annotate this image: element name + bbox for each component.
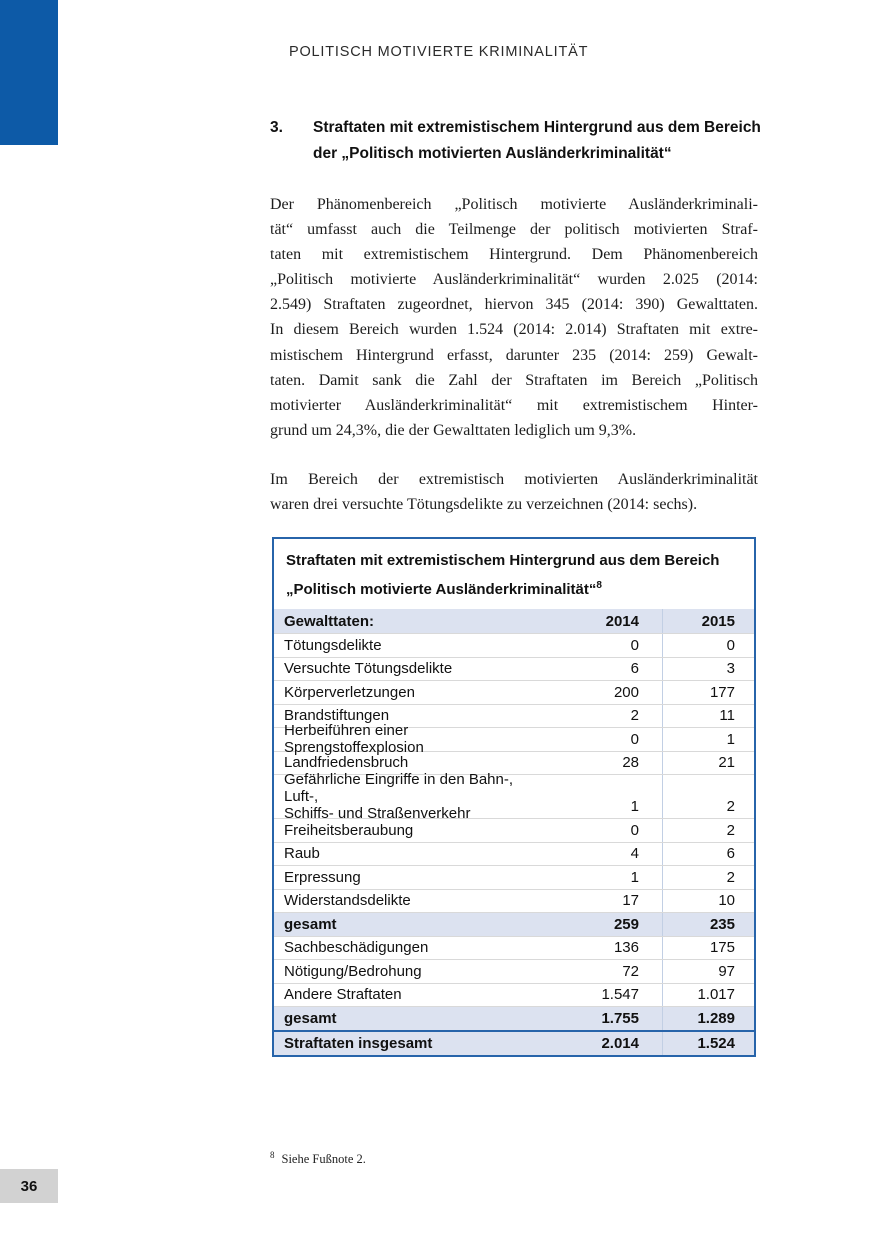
row-label: Nötigung/Bedrohung (284, 962, 422, 980)
table-row (274, 680, 754, 704)
section-heading (270, 115, 762, 166)
value-2015: 11 (719, 707, 735, 725)
row-label: gesamt (284, 915, 337, 933)
body-line: mistischem Hintergrund erfasst, darunter 235 (2014: 259) Gewalt- (270, 346, 758, 364)
body-line: In diesem Bereich wurden 1.524 (2014: 2.014) Straftaten mit extre- (270, 321, 758, 339)
value-2015: 21 (718, 754, 735, 772)
table-row-grand-total (274, 1030, 754, 1055)
table-row (274, 771, 754, 822)
table-row (274, 722, 754, 757)
value-2014: 1 (543, 775, 663, 818)
running-head: POLITISCH MOTIVIERTE KRIMINALITÄT (289, 44, 589, 60)
value-2015: 97 (718, 962, 735, 980)
footnote-ref-superscript: 8 (596, 580, 602, 591)
body-line: taten. Damit sank die Zahl der Straftaten im Bereich „Politisch (270, 371, 758, 389)
body-line: 2.549) Straftaten zugeordnet, hiervon 345 (2014: 390) Gewalttaten. (270, 296, 758, 314)
row-label: Freiheitsberaubung (284, 821, 414, 839)
table-row (274, 657, 754, 681)
row-label: gesamt (284, 1009, 337, 1027)
value-2014: 17 (543, 890, 663, 913)
value-2014: 2 (543, 705, 663, 728)
value-2015: 1.524 (697, 1034, 735, 1052)
value-2015: 2 (726, 798, 735, 815)
header-label: Gewalttaten: (284, 612, 375, 630)
value-2014: 1 (543, 866, 663, 889)
value-2014: 2.014 (543, 1032, 663, 1055)
table-row-total-gewalttaten (274, 912, 754, 936)
table-row (274, 983, 754, 1007)
value-2015: 1 (726, 730, 735, 748)
value-2015: 10 (718, 892, 735, 910)
value-2014: 200 (543, 681, 663, 704)
row-label: Tötungsdelikte (284, 636, 382, 654)
page-number: 36 (20, 1177, 38, 1195)
table-row-total-straftaten (274, 1006, 754, 1030)
table-row (274, 842, 754, 866)
value-2015: 2 (726, 821, 735, 839)
body-line: Der Phänomenbereich „Politisch motivierte Ausländerkriminali- (270, 196, 758, 213)
body-line: waren drei versuchte Tötungsdelikte zu verzeichnen (2014: sechs). (270, 496, 698, 514)
body-line: tät“ umfasst auch die Teilmenge der politisch motivierten Straf- (270, 221, 758, 239)
corner-accent-bar (0, 0, 58, 145)
header-col-2014: 2014 (543, 609, 663, 633)
section-title (313, 115, 761, 166)
header-col-2015: 2015 (701, 612, 735, 630)
table-row (274, 889, 754, 913)
value-2015: 1.289 (697, 1009, 735, 1027)
value-2014: 1.755 (543, 1007, 663, 1030)
value-2014: 0 (543, 819, 663, 842)
row-label: Brandstiftungen (284, 707, 390, 725)
value-2014: 136 (543, 937, 663, 960)
value-2014: 0 (543, 634, 663, 657)
paragraph-1 (270, 192, 758, 443)
footnote (270, 1150, 366, 1167)
value-2015: 3 (726, 660, 735, 678)
value-2015: 1.017 (697, 986, 735, 1004)
row-label: Gefährliche Eingriffe in den Bahn-, Luft-, Schiffs- und Straßenverkehr (284, 771, 514, 822)
row-label: Erpressung (284, 868, 361, 886)
footnote-text: Siehe Fußnote 2. (281, 1152, 366, 1167)
value-2015: 175 (709, 939, 735, 957)
body-line: grund um 24,3%, die der Gewalttaten lediglich um 9,3%. (270, 421, 637, 439)
row-label: Straftaten insgesamt (284, 1034, 433, 1052)
statistics-table (272, 537, 756, 1057)
section-title-line-1: Straftaten mit extremistischem Hintergrund aus dem Bereich (313, 119, 761, 136)
value-2015: 177 (709, 683, 735, 701)
section-number: 3. (270, 119, 283, 136)
table-row (274, 959, 754, 983)
row-label: Landfriedensbruch (284, 754, 409, 772)
table-row (274, 633, 754, 657)
row-label: Herbeiführen einer Sprengstoffexplosion (284, 722, 424, 757)
value-2014: 1.547 (543, 984, 663, 1007)
row-label: Widerstandsdelikte (284, 892, 411, 910)
table-row (274, 865, 754, 889)
value-2014: 259 (543, 913, 663, 936)
table-title-line-1: Straftaten mit extremistischem Hintergrund aus dem Bereich (286, 552, 720, 569)
body-line: Im Bereich der extremistisch motivierten Ausländerkriminalität (270, 471, 758, 488)
row-label: Andere Straftaten (284, 986, 402, 1004)
table-row (274, 818, 754, 842)
value-2015: 0 (726, 636, 735, 654)
body-line: motivierter Ausländerkriminalität“ mit extremistischem Hinter- (270, 396, 758, 414)
value-2015: 2 (726, 868, 735, 886)
body-line: „Politisch motivierte Ausländerkriminalität“ wurden 2.025 (2014: (270, 271, 758, 289)
body-line: taten mit extremistischem Hintergrund. Dem Phänomenbereich (270, 246, 758, 264)
table-title-line-2: „Politisch motivierte Ausländerkriminalität“$^8$ (286, 580, 602, 598)
value-2014: 0 (543, 728, 663, 751)
value-2015: 6 (726, 845, 735, 863)
value-2015: 235 (709, 915, 735, 933)
row-label: Raub (284, 845, 320, 863)
value-2014: 72 (543, 960, 663, 983)
row-label: Körperverletzungen (284, 683, 415, 701)
footnote-marker: 8 (270, 1150, 275, 1160)
section-title-line-2: der „Politisch motivierten Ausländerkriminalität“ (313, 144, 672, 162)
value-2014: 4 (543, 843, 663, 866)
page-number-box (0, 1169, 58, 1203)
paragraph-2 (270, 467, 758, 517)
table-header-row (274, 609, 754, 633)
table-row (274, 936, 754, 960)
value-2014: 6 (543, 658, 663, 681)
row-label: Versuchte Tötungsdelikte (284, 660, 453, 678)
value-2014: 28 (543, 752, 663, 775)
table-title (274, 539, 754, 609)
row-label: Sachbeschädigungen (284, 939, 429, 957)
